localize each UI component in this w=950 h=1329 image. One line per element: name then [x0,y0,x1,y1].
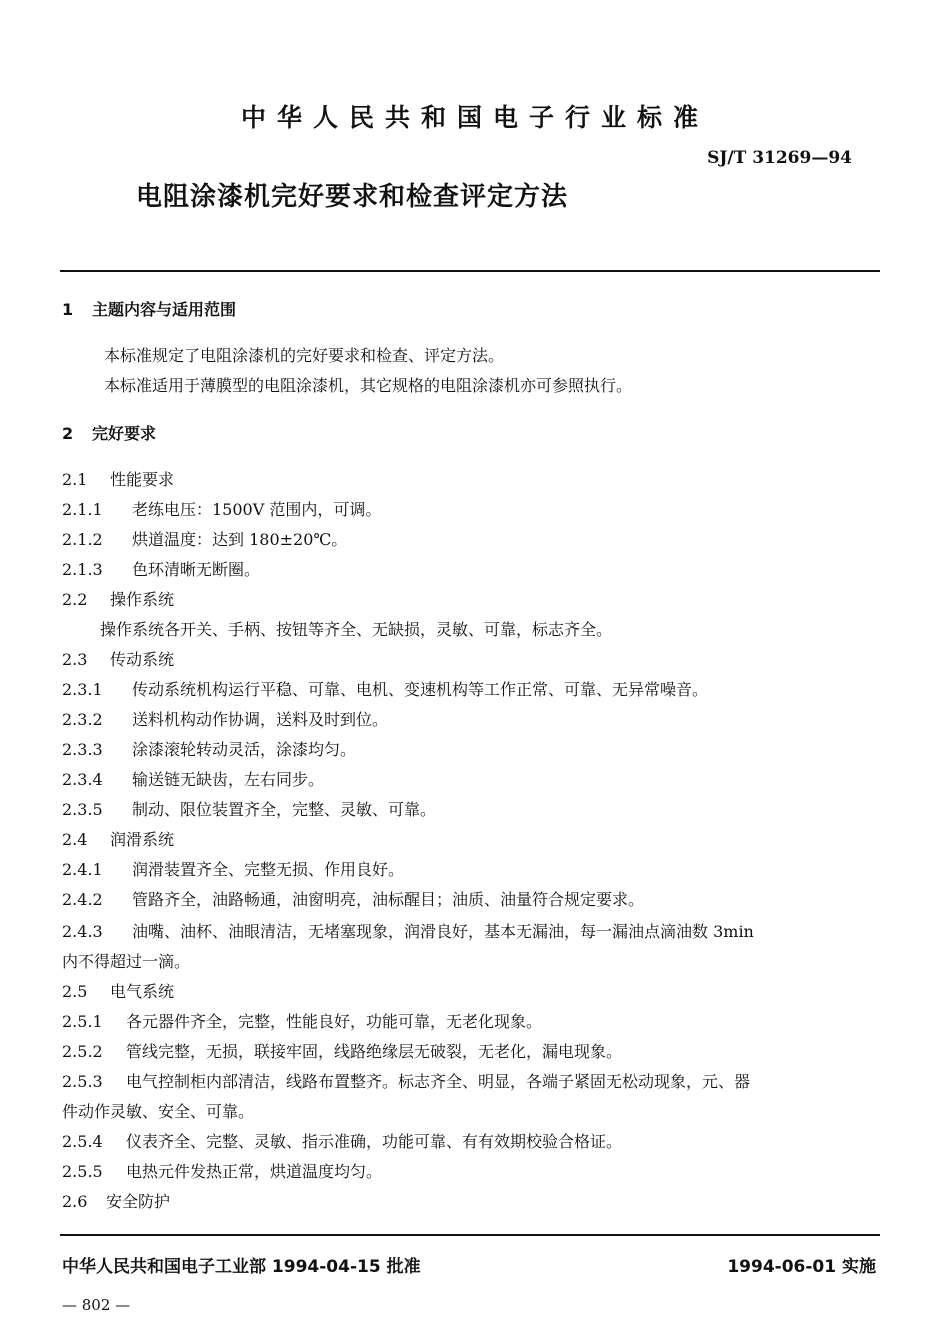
clause-number: 2.1.2 [62,530,103,549]
clause-text: 传动系统机构运行平稳、可靠、电机、变速机构等工作正常、可靠、无异常噪音。 [132,680,709,699]
section-1-heading [62,300,236,320]
document-title: 电阻涂漆机完好要求和检查评定方法 [136,182,569,212]
clause-number: 2.3.2 [62,710,103,729]
section-title: 完好要求 [92,424,157,443]
clause-number: 2.3.4 [62,770,103,789]
clause-text: 涂漆滚轮转动灵活，涂漆均匀。 [132,740,357,759]
clause-number: 2.1.1 [62,500,103,519]
clause [62,922,754,942]
clause-text: 操作系统 [110,590,175,609]
clause-text: 电气控制柜内部清洁，线路布置整齐。标志齐全、明显，各端子紧固无松动现象，元、器 [126,1072,751,1091]
clause-number: 2.3.1 [62,680,103,699]
clause-number: 2.3 [62,650,88,669]
clause-text: 烘道温度：达到 180±20℃。 [132,530,348,549]
standard-banner: 中华人民共和国电子行业标准 [240,103,709,132]
clause-text: 润滑系统 [110,830,175,849]
section-number: 2 [62,424,74,443]
clause [62,770,324,790]
clause-number: 2.2 [62,590,88,609]
clause-text: 送料机构动作协调，送料及时到位。 [132,710,389,729]
standard-code: SJ/T 31269—94 [707,148,852,168]
clause-number: 2.1 [62,470,88,489]
clause [62,1132,622,1152]
clause [62,1162,382,1182]
clause [62,860,404,880]
footer-rule [60,1234,880,1236]
clause [62,500,381,520]
clause-number: 2.4.1 [62,860,103,879]
clause-number: 2.4.2 [62,890,103,909]
paragraph: 本标准规定了电阻涂漆机的完好要求和检查、评定方法。 [104,346,505,365]
clause-text: 润滑装置齐全、完整无损、作用良好。 [132,860,405,879]
clause-number: 2.6 [62,1192,88,1211]
clause-text: 老练电压：1500V 范围内，可调。 [132,500,382,519]
clause-text: 油嘴、油杯、油眼清洁，无堵塞现象，润滑良好，基本无漏油，每一漏油点滴油数 3min [132,922,754,941]
clause [62,710,388,730]
clause [62,590,174,610]
header-rule [60,270,880,272]
clause-number: 2.5.1 [62,1012,103,1031]
clause-text: 管路齐全，油路畅通，油窗明亮，油标醒目；油质、油量符合规定要求。 [132,890,645,909]
paragraph: 本标准适用于薄膜型的电阻涂漆机，其它规格的电阻涂漆机亦可参照执行。 [104,376,633,395]
clause-text: 电热元件发热正常，烘道温度均匀。 [126,1162,383,1181]
clause-number: 2.4.3 [62,922,103,941]
section-number: 1 [62,300,74,319]
clause-number: 2.3.3 [62,740,103,759]
clause [62,1072,750,1092]
section-2-heading [62,424,156,444]
clause-text: 性能要求 [110,470,175,489]
clause-text: 管线完整，无损，联接牢固，线路绝缘层无破裂，无老化，漏电现象。 [126,1042,623,1061]
clause-text: 传动系统 [110,650,175,669]
clause-text: 制动、限位装置齐全，完整、灵敏、可靠。 [132,800,437,819]
clause-number: 2.5.4 [62,1132,103,1151]
clause [62,560,260,580]
clause [62,650,174,670]
clause-text: 色环清晰无断圈。 [132,560,261,579]
clause-continuation: 内不得超过一滴。 [62,952,191,971]
clause-text: 安全防护 [106,1192,171,1211]
page-number: — 802 — [62,1296,131,1314]
clause [62,800,436,820]
clause-number: 2.5.3 [62,1072,103,1091]
clause-number: 2.1.3 [62,560,103,579]
clause [62,740,356,760]
clause [62,1042,622,1062]
clause [62,530,347,550]
clause-text: 仪表齐全、完整、灵敏、指示准确，功能可靠、有有效期校验合格证。 [126,1132,623,1151]
clause [62,470,174,490]
clause-number: 2.4 [62,830,88,849]
clause-text: 输送链无缺齿，左右同步。 [132,770,325,789]
clause-number: 2.3.5 [62,800,103,819]
clause-number: 2.5.2 [62,1042,103,1061]
approval-line: 中华人民共和国电子工业部 1994-04-15 批准 [62,1257,421,1277]
effective-date: 1994-06-01 实施 [727,1257,876,1277]
clause-number: 2.5.5 [62,1162,103,1181]
paragraph: 操作系统各开关、手柄、按钮等齐全、无缺损，灵敏、可靠，标志齐全。 [100,620,613,639]
clause [62,1192,170,1212]
clause [62,680,708,700]
clause [62,1012,542,1032]
clause-text: 各元器件齐全，完整，性能良好，功能可靠，无老化现象。 [126,1012,543,1031]
clause-number: 2.5 [62,982,88,1001]
clause [62,830,174,850]
clause [62,982,174,1002]
clause [62,890,644,910]
clause-continuation: 件动作灵敏、安全、可靠。 [62,1102,255,1121]
clause-text: 电气系统 [110,982,175,1001]
section-title: 主题内容与适用范围 [92,300,237,319]
